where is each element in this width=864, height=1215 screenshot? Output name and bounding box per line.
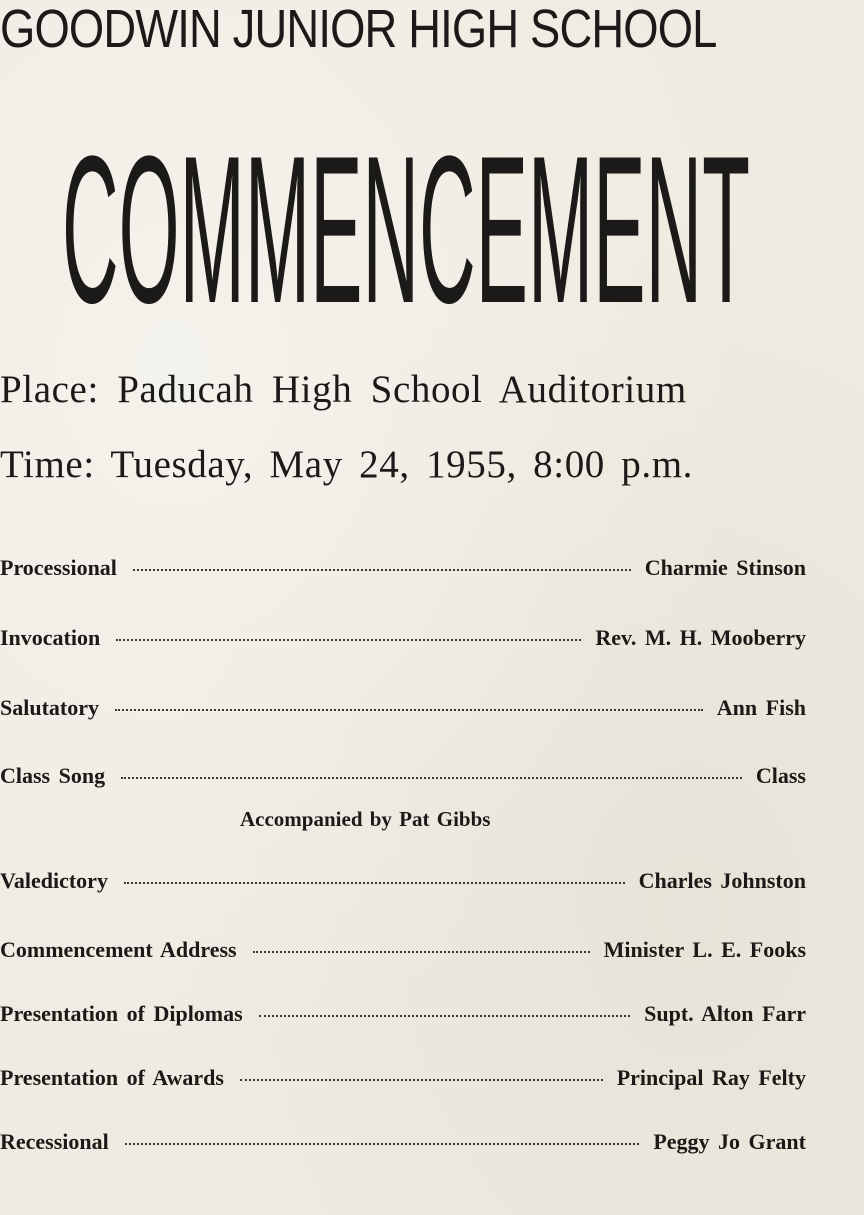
- event-place: Place: Paducah High School Auditorium: [0, 368, 687, 411]
- dot-leader: [125, 1143, 640, 1145]
- program-item: Presentation of Diplomas: [0, 1001, 243, 1026]
- dot-leader: [133, 569, 631, 571]
- program-item: Commencement Address: [0, 937, 237, 962]
- program-item: Invocation: [0, 625, 101, 650]
- commencement-title-lettering: [62, 138, 762, 308]
- accompaniment-note: Accompanied by Pat Gibbs: [240, 807, 491, 831]
- commencement-title: [62, 138, 762, 308]
- dot-leader: [253, 951, 590, 953]
- program-row-presentation-of-diplomas: [0, 1001, 806, 1027]
- program-row-processional: [0, 555, 806, 581]
- school-name: GOODWIN JUNIOR HIGH SCHOOL: [0, 0, 717, 59]
- program-item: Recessional: [0, 1129, 109, 1154]
- event-time: Time: Tuesday, May 24, 1955, 8:00 p.m.: [0, 443, 693, 486]
- program-participant: Minister L. E. Fooks: [603, 937, 806, 962]
- program-participant: Rev. M. H. Mooberry: [595, 625, 806, 650]
- program-participant: Supt. Alton Farr: [644, 1001, 806, 1026]
- program-participant: Charmie Stinson: [644, 555, 806, 580]
- dot-leader: [115, 709, 703, 711]
- dot-leader: [240, 1079, 603, 1081]
- program-item: Class Song: [0, 763, 106, 788]
- dot-leader: [121, 777, 742, 779]
- program-row-invocation: [0, 625, 806, 651]
- program-item: Salutatory: [0, 695, 99, 720]
- program-item: Processional: [0, 555, 117, 580]
- program-row-presentation-of-awards: [0, 1065, 806, 1091]
- program-row-valedictory: [0, 868, 806, 894]
- dot-leader: [124, 882, 625, 884]
- dot-leader: [259, 1015, 630, 1017]
- program-item: Valedictory: [0, 868, 108, 893]
- program-row-recessional: [0, 1129, 806, 1155]
- program-participant: Charles Johnston: [638, 868, 806, 893]
- program-participant: Peggy Jo Grant: [653, 1129, 806, 1154]
- program-row-salutatory: [0, 695, 806, 721]
- commencement-title-text: COMMENCEMENT: [62, 138, 750, 308]
- program-row-class-song: [0, 763, 806, 789]
- dot-leader: [116, 639, 581, 641]
- program-participant: Ann Fish: [716, 695, 806, 720]
- program-item: Presentation of Awards: [0, 1065, 224, 1090]
- program-participant: Principal Ray Felty: [616, 1065, 806, 1090]
- program-participant: Class: [755, 763, 806, 788]
- program-row-commencement-address: [0, 937, 806, 963]
